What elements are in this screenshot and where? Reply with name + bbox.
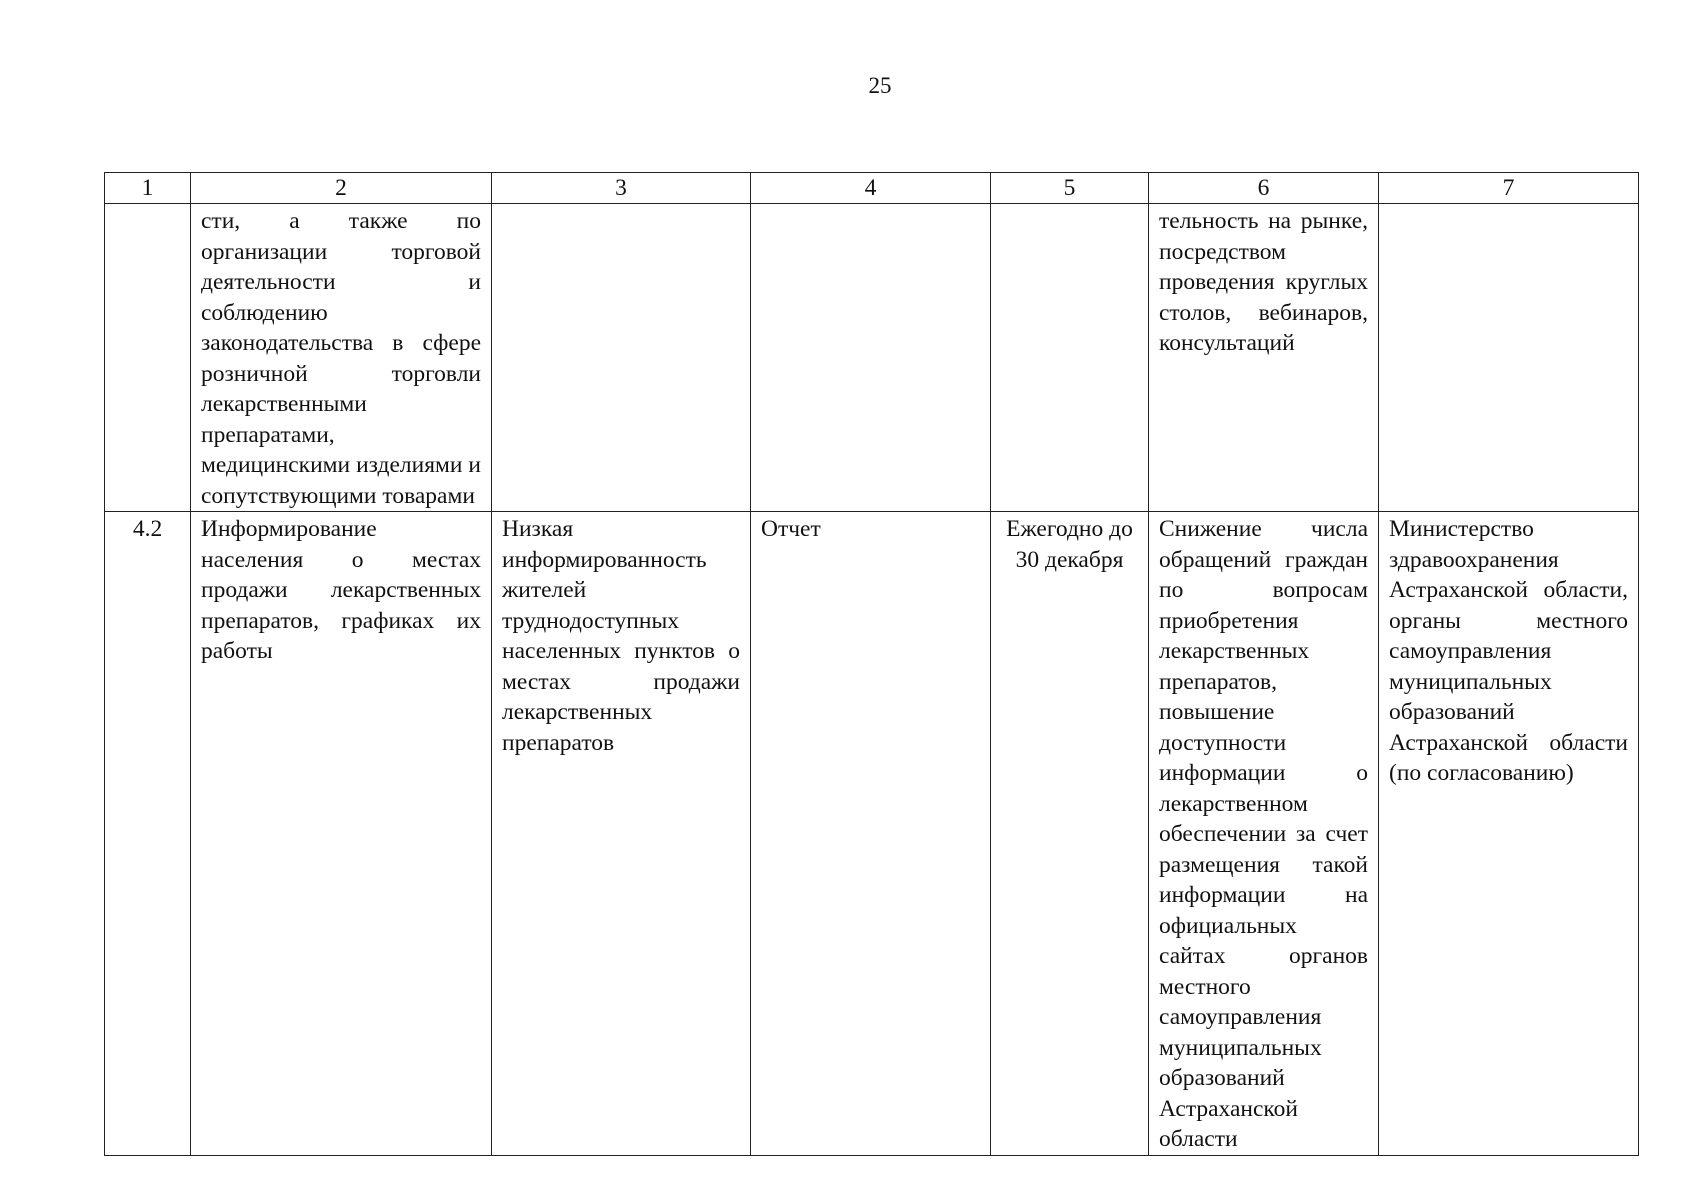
cell-document: Отчет (751, 512, 991, 1156)
column-header: 5 (991, 173, 1149, 204)
cell-document (751, 204, 991, 512)
cell-number: 4.2 (105, 512, 191, 1156)
column-header: 3 (492, 173, 751, 204)
cell-result: тельность на рынке, посредством проведения круглых столов, вебинаров, консультаций (1149, 204, 1379, 512)
cell-problem (492, 204, 751, 512)
table-row-4-2 (105, 512, 1639, 1156)
cell-measure: Информирование населения о местах продажи лекарственных препаратов, графиках их работы (191, 512, 492, 1156)
column-header: 4 (751, 173, 991, 204)
column-header: 2 (191, 173, 492, 204)
cell-responsible (1379, 204, 1639, 512)
cell-measure: сти, а также по организации торговой деятельности и соблюдению законодательства в сфере розничной торговли лекарственными препаратами, медицинскими изделиями и сопутствующими товарами (191, 204, 492, 512)
table-header-row (105, 173, 1639, 204)
cell-number (105, 204, 191, 512)
measures-table (104, 172, 1639, 1156)
page-number: 25 (868, 73, 892, 98)
cell-problem: Низкая информированность жителей труднодоступных населенных пунктов о местах продажи лекарственных препаратов (492, 512, 751, 1156)
cell-result: Снижение числа обращений граждан по вопросам приобретения лекарственных препаратов, повышение доступности информации о лекарственном обеспечении за счет размещения такой информации на официальных сайтах органов местного самоуправления муниципальных образований Астраханской области (1149, 512, 1379, 1156)
column-header: 6 (1149, 173, 1379, 204)
column-header: 7 (1379, 173, 1639, 204)
cell-deadline (991, 204, 1149, 512)
cell-deadline: Ежегодно до 30 декабря (991, 512, 1149, 1156)
column-header: 1 (105, 173, 191, 204)
cell-responsible: Министерство здравоохранения Астраханской области, органы местного самоуправления муниципальных образований Астраханской области (по согласованию) (1379, 512, 1639, 1156)
table-row-continued (105, 204, 1639, 512)
